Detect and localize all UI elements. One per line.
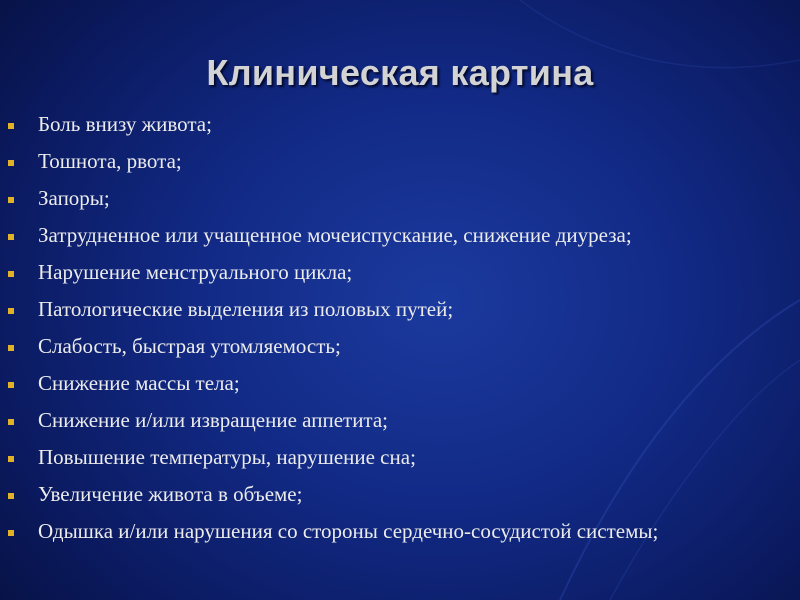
square-bullet-icon bbox=[8, 308, 14, 314]
bullet-item bbox=[7, 370, 797, 396]
bullet-text: Патологические выделения из половых путей; bbox=[38, 297, 454, 321]
bullet-text: Боль внизу живота; bbox=[38, 112, 212, 136]
bullet-item bbox=[7, 259, 797, 285]
square-bullet-icon bbox=[8, 123, 14, 129]
square-bullet-icon bbox=[8, 271, 14, 277]
square-bullet-icon bbox=[8, 234, 14, 240]
square-bullet-icon bbox=[8, 160, 14, 166]
square-bullet-icon bbox=[8, 419, 14, 425]
square-bullet-icon bbox=[8, 382, 14, 388]
square-bullet-icon bbox=[8, 493, 14, 499]
bullet-item bbox=[7, 518, 797, 544]
square-bullet-icon bbox=[8, 197, 14, 203]
bullet-text: Затрудненное или учащенное мочеиспускание, снижение диуреза; bbox=[38, 223, 632, 247]
slide-title: Клиническая картина bbox=[206, 52, 594, 93]
square-bullet-icon bbox=[8, 345, 14, 351]
bullet-item bbox=[7, 148, 797, 174]
bullet-text: Нарушение менструального цикла; bbox=[38, 260, 353, 284]
bullet-item bbox=[7, 222, 797, 248]
bullet-text: Увеличение живота в объеме; bbox=[38, 482, 303, 506]
bullet-item bbox=[7, 407, 797, 433]
bullet-text: Слабость, быстрая утомляемость; bbox=[38, 334, 341, 358]
bullet-item bbox=[7, 444, 797, 470]
bullet-list bbox=[7, 111, 797, 544]
bullet-item bbox=[7, 296, 797, 322]
bullet-item bbox=[7, 185, 797, 211]
bullet-text: Тошнота, рвота; bbox=[38, 149, 182, 173]
bullet-item bbox=[7, 481, 797, 507]
bullet-text: Снижение и/или извращение аппетита; bbox=[38, 408, 389, 432]
square-bullet-icon bbox=[8, 456, 14, 462]
bullet-text: Запоры; bbox=[38, 186, 110, 210]
bullet-item bbox=[7, 111, 797, 137]
square-bullet-icon bbox=[8, 530, 14, 536]
bullet-text: Снижение массы тела; bbox=[38, 371, 240, 395]
bullet-text: Одышка и/или нарушения со стороны сердечно-сосудистой системы; bbox=[38, 519, 659, 543]
bullet-text: Повышение температуры, нарушение сна; bbox=[38, 445, 416, 469]
bullet-item bbox=[7, 333, 797, 359]
